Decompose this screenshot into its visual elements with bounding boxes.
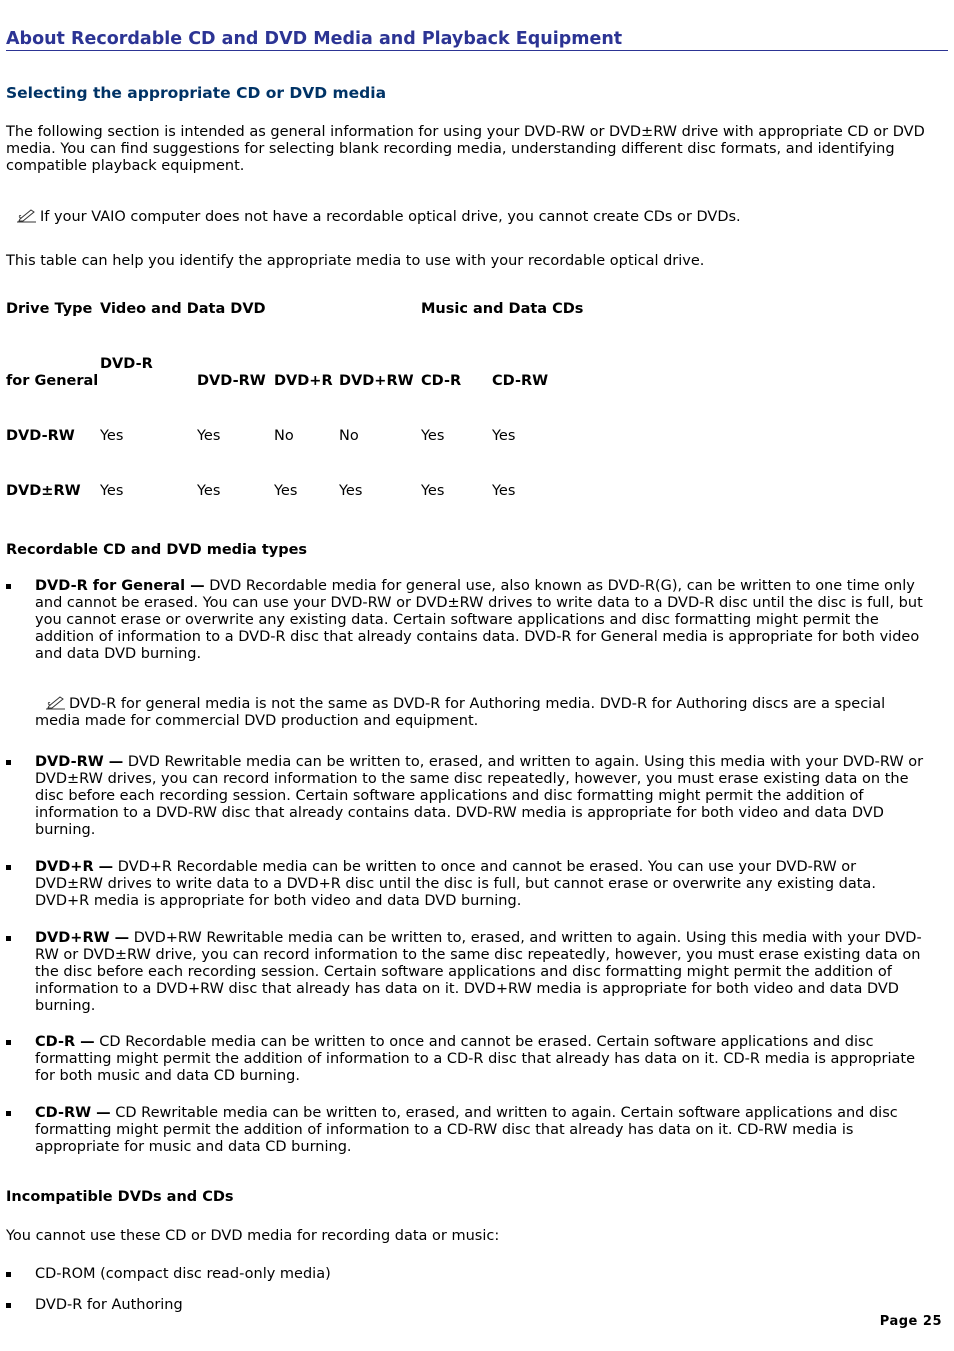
table-subheader: DVD+RW — [339, 373, 414, 389]
table-cell: Yes — [100, 483, 124, 499]
item-term: DVD-R for General — — [35, 578, 205, 594]
list-item — [35, 859, 925, 910]
note — [35, 695, 925, 730]
list-item — [35, 1034, 925, 1085]
table-cell: Yes — [274, 483, 298, 499]
note-pen-icon — [16, 208, 38, 223]
table-cell: Yes — [197, 483, 221, 499]
note-pen-icon — [45, 695, 67, 710]
table-subheader: CD-R — [421, 373, 462, 389]
table-cell: Yes — [100, 428, 124, 444]
bullet-icon — [6, 936, 11, 941]
table-cell: DVD-RW — [6, 428, 75, 444]
bullet-icon — [6, 1303, 11, 1308]
table-header-drive-type: Drive Type — [6, 301, 93, 317]
table-subheader: for General — [6, 373, 99, 389]
list-item — [35, 754, 925, 839]
item-term: DVD+R — — [35, 859, 114, 875]
table-cell: No — [339, 428, 359, 444]
table-cell: DVD±RW — [6, 483, 81, 499]
page-title: About Recordable CD and DVD Media and Playback Equipment — [6, 29, 948, 51]
table-cell: Yes — [197, 428, 221, 444]
table-subheader: CD-RW — [492, 373, 549, 389]
table-intro: This table can help you identify the appropriate media to use with your recordable optical drive. — [6, 253, 705, 269]
item-term: CD-RW — — [35, 1105, 111, 1121]
bullet-icon — [6, 865, 11, 870]
table-cell: Yes — [421, 483, 445, 499]
table-header-music-data-cds: Music and Data CDs — [421, 301, 584, 317]
note — [16, 208, 936, 226]
table-cell: Yes — [492, 428, 516, 444]
item-term: DVD-RW — — [35, 754, 124, 770]
note-text: DVD-R for general media is not the same as DVD-R for Authoring media. DVD-R for Authoring discs are a special media made for commercial DVD production and equipment. — [35, 696, 886, 729]
list-item: DVD-R for Authoring — [35, 1297, 183, 1313]
list-item: CD-ROM (compact disc read-only media) — [35, 1266, 331, 1282]
item-text: CD Rewritable media can be written to, erased, and written to again. Certain software applications and disc formatting might permit the addition of information to a CD-RW disc that already has data on it. CD-RW media is appropriate for music and data CD burning. — [35, 1105, 898, 1155]
table-cell: No — [274, 428, 294, 444]
table-subheader: DVD-R — [100, 356, 153, 372]
item-text: DVD+R Recordable media can be written to once and cannot be erased. You can use your DVD-RW or DVD±RW drives to write data to a DVD+R disc until the disc is full, but cannot erase or overwrite any existing data. DVD+R media is appropriate for both video and data DVD burning. — [35, 859, 876, 909]
bullet-icon — [6, 1111, 11, 1116]
bullet-icon — [6, 1272, 11, 1277]
intro-paragraph: The following section is intended as general information for using your DVD-RW or DVD±RW drive with appropriate CD or DVD media. You can find suggestions for selecting blank recording media, understanding different disc formats, and identifying compatible playback equipment. — [6, 124, 925, 174]
table-cell: Yes — [339, 483, 363, 499]
item-text: DVD+RW Rewritable media can be written to, erased, and written to again. Using this media with your DVD-RW or DVD±RW drive, you can record information to the same disc repeatedly, however, you must erase existing data on the disc before each recording session. Certain software applications and disc formatting might permit the addition of information to a DVD+RW disc that already has data on it. DVD+RW media is appropriate for both video and data DVD burning. — [35, 930, 922, 1014]
list-item — [35, 930, 925, 1015]
bullet-icon — [6, 760, 11, 765]
item-text: DVD Rewritable media can be written to, erased, and written to again. Using this media with your DVD-RW or DVD±RW drives, you can record information to the same disc repeatedly, however, you must erase existing data on the disc before each recording session. Certain software applications and disc formatting might permit the addition of information to a DVD-RW disc that already contains data. DVD-RW media is appropriate for both video and data DVD burning. — [35, 754, 924, 838]
table-cell: Yes — [492, 483, 516, 499]
list-item — [35, 578, 925, 663]
table-header-video-data-dvd: Video and Data DVD — [100, 301, 266, 317]
table-subheader: DVD+R — [274, 373, 333, 389]
item-term: CD-R — — [35, 1034, 95, 1050]
item-term: DVD+RW — — [35, 930, 130, 946]
table-cell: Yes — [421, 428, 445, 444]
note-text: If your VAIO computer does not have a recordable optical drive, you cannot create CDs or DVDs. — [40, 209, 741, 225]
item-text: CD Recordable media can be written to once and cannot be erased. Certain software applications and disc formatting might permit the addition of information to a CD-R disc that already has data on it. CD-R media is appropriate for both music and data CD burning. — [35, 1034, 916, 1084]
bullet-icon — [6, 584, 11, 589]
table-subheader: DVD-RW — [197, 373, 266, 389]
media-types-heading: Recordable CD and DVD media types — [6, 542, 308, 558]
list-item — [35, 1105, 925, 1156]
incompatible-intro: You cannot use these CD or DVD media for recording data or music: — [6, 1228, 500, 1244]
item-text: DVD Recordable media for general use, also known as DVD-R(G), can be written to one time only and cannot be erased. You can use your DVD-RW or DVD±RW drives to write data to a DVD-R disc until the disc is full, but you cannot erase or overwrite any existing data. Certain software applications and disc formatting might permit the addition of information to a DVD-R disc that already contains data. DVD-R for General media is appropriate for both video and data DVD burning. — [35, 578, 923, 662]
incompatible-heading: Incompatible DVDs and CDs — [6, 1189, 234, 1205]
section-heading: Selecting the appropriate CD or DVD media — [6, 84, 387, 102]
bullet-icon — [6, 1040, 11, 1045]
page-number: Page 25 — [879, 1314, 942, 1329]
